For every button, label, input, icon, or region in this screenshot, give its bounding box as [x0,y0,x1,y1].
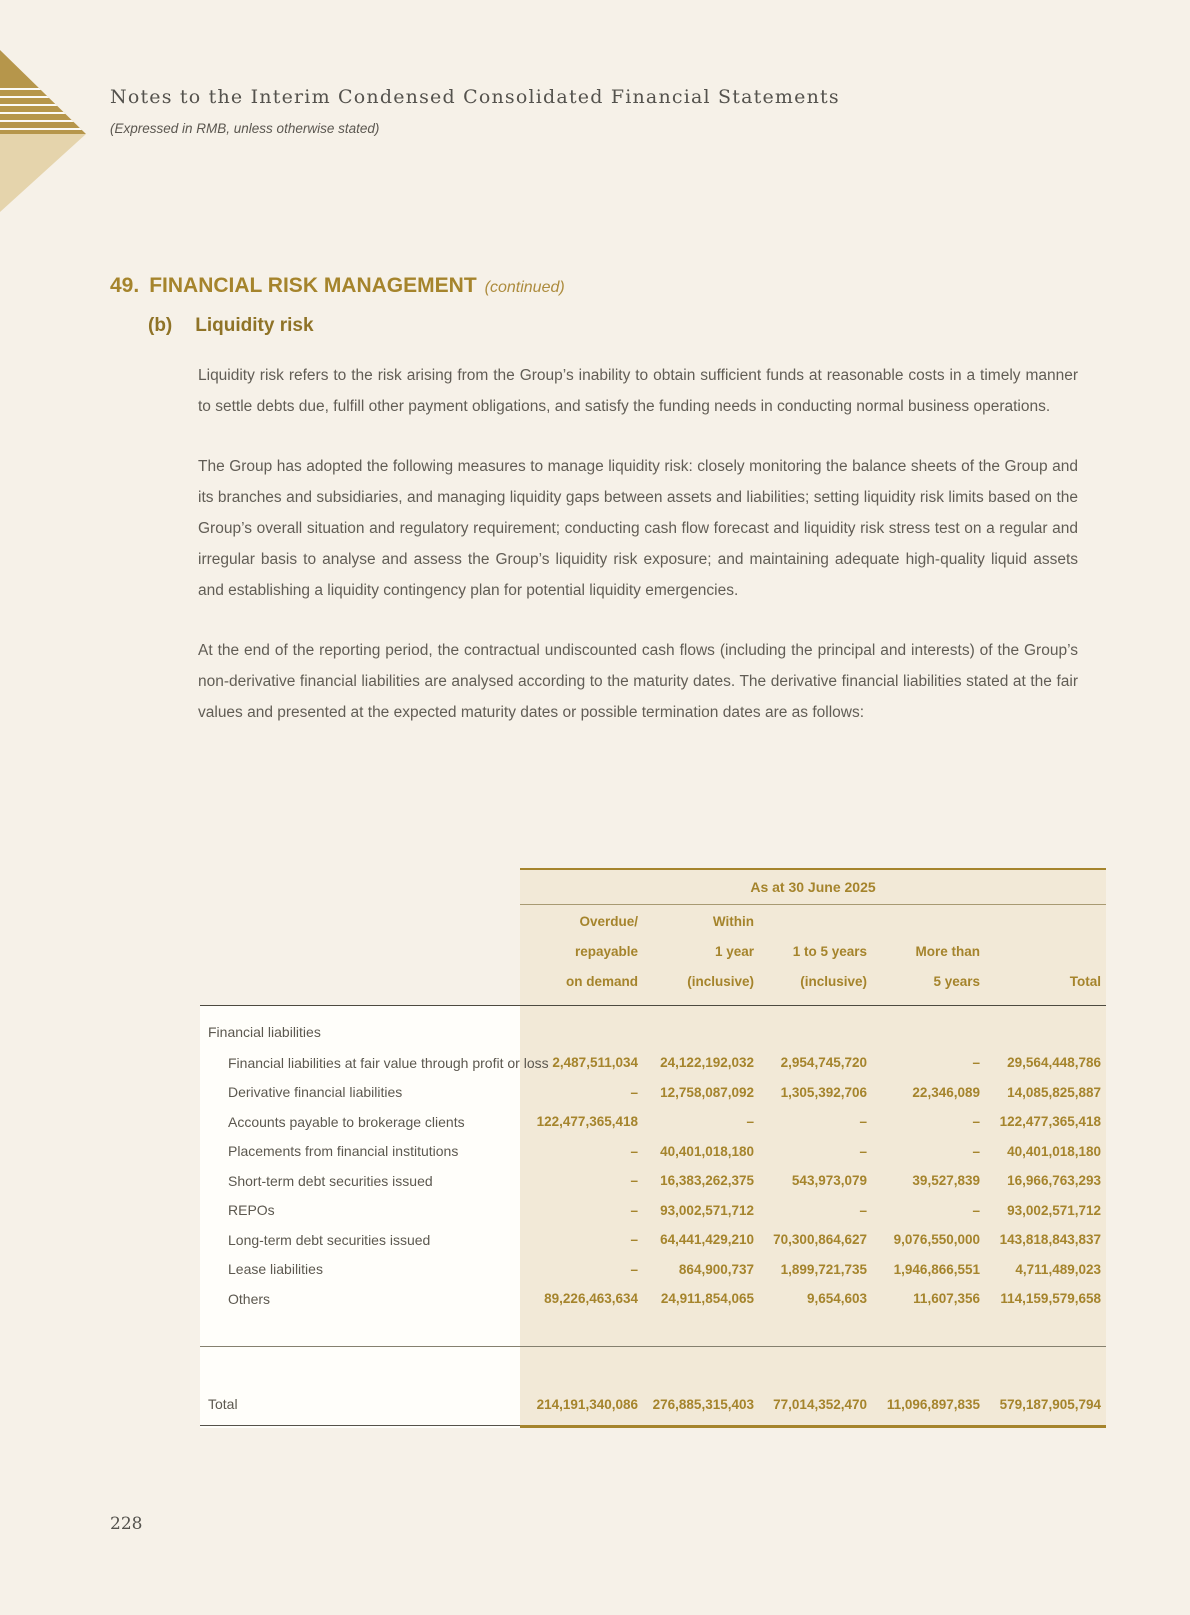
section-continued: (continued) [484,279,565,296]
table-row: REPOs – 93,002,571,712 – – 93,002,571,712 [228,1202,1101,1219]
subsection-title: Liquidity risk [195,315,314,336]
subsection-label: (b) [148,315,173,336]
group-label: Financial liabilities [208,1024,321,1040]
column-header-within-1-year: Within 1 year (inclusive) [687,914,754,989]
table-row: Short-term debt securities issued – 16,383,262,375 543,973,079 39,527,839 16,966,763,293 [228,1172,1101,1189]
table-row: Accounts payable to brokerage clients 122,477,365,418 – – – 122,477,365,418 [228,1113,1101,1130]
table-row: Others 89,226,463,634 24,911,854,065 9,654,603 11,607,356 114,159,579,658 [228,1290,1101,1307]
table-row: Lease liabilities – 864,900,737 1,899,721,735 1,946,866,551 4,711,489,023 [228,1261,1101,1278]
corner-logo [0,50,86,212]
liquidity-maturity-table [200,868,1106,1428]
logo-striped-triangle [0,50,86,134]
section-heading [110,274,565,298]
table-column-headers [200,905,1106,1005]
section-number: 49. [110,274,140,297]
table-period-header: As at 30 June 2025 [520,868,1106,905]
column-header-overdue: Overdue/ repayable on demand [565,914,638,989]
table-total-row: Total 214,191,340,086 276,885,315,403 77,014,352,470 11,096,897,835 579,187,905,794 [200,1347,1106,1425]
table-body [200,1006,1106,1314]
paragraph-liquidity-definition: Liquidity risk refers to the risk arising from the Group’s inability to obtain sufficient funds at reasonable costs in a timely manner to settle debts due, fulfill other payment obligations, and satisfy the funding needs in conducting normal business operations. [198,367,1078,415]
subsection-heading [148,315,314,337]
document-subtitle: (Expressed in RMB, unless otherwise stated) [110,121,380,136]
table-row: Placements from financial institutions – 40,401,018,180 – – 40,401,018,180 [228,1143,1101,1160]
section-title: FINANCIAL RISK MANAGEMENT [149,274,477,297]
body-text [198,360,1078,757]
column-header-total: Total [1069,974,1101,989]
column-header-1-to-5-years: 1 to 5 years (inclusive) [792,944,867,989]
paragraph-liquidity-measures: The Group has adopted the following measures to manage liquidity risk: closely monitoring the balance sheets of the Group and its branches and subsidiaries, and managing liquidity gaps between assets and liabilities; setting liquidity risk limits based on the Group’s overall situation and regulatory requirement; conducting cash flow forecast and liquidity risk stress test on a regular and irregular basis to analyse and assess the Group’s liquidity risk exposure; and maintaining adequate high-quality liquid assets and establishing a liquidity contingency plan for potential liquidity emergencies. [198,458,1078,599]
total-label: Total [208,1395,238,1412]
table-row: Long-term debt securities issued – 64,441,429,210 70,300,864,627 9,076,550,000 143,818,843,837 [228,1231,1101,1248]
table-group-row [200,1016,1106,1048]
table-bottom-border [200,1425,1106,1428]
column-header-more-than-5-years: More than 5 years [915,944,980,989]
page-number: 228 [110,1514,143,1534]
logo-tan-triangle [0,134,86,212]
document-title: Notes to the Interim Condensed Consolidated Financial Statements [110,86,840,108]
column-header-spacer [200,907,520,1005]
table-row: Financial liabilities at fair value through profit or loss 2,487,511,034 24,122,192,032 2,954,745,720 – 29,564,448,786 [228,1054,1101,1071]
paragraph-maturity-analysis: At the end of the reporting period, the contractual undiscounted cash flows (including the principal and interests) of the Group’s non-derivative financial liabilities are analysed according to the maturity dates. The derivative financial liabilities stated at the fair values and presented at the expected maturity dates or possible termination dates are as follows: [198,642,1078,721]
table-row: Derivative financial liabilities – 12,758,087,092 1,305,392,706 22,346,089 14,085,825,887 [228,1084,1101,1101]
